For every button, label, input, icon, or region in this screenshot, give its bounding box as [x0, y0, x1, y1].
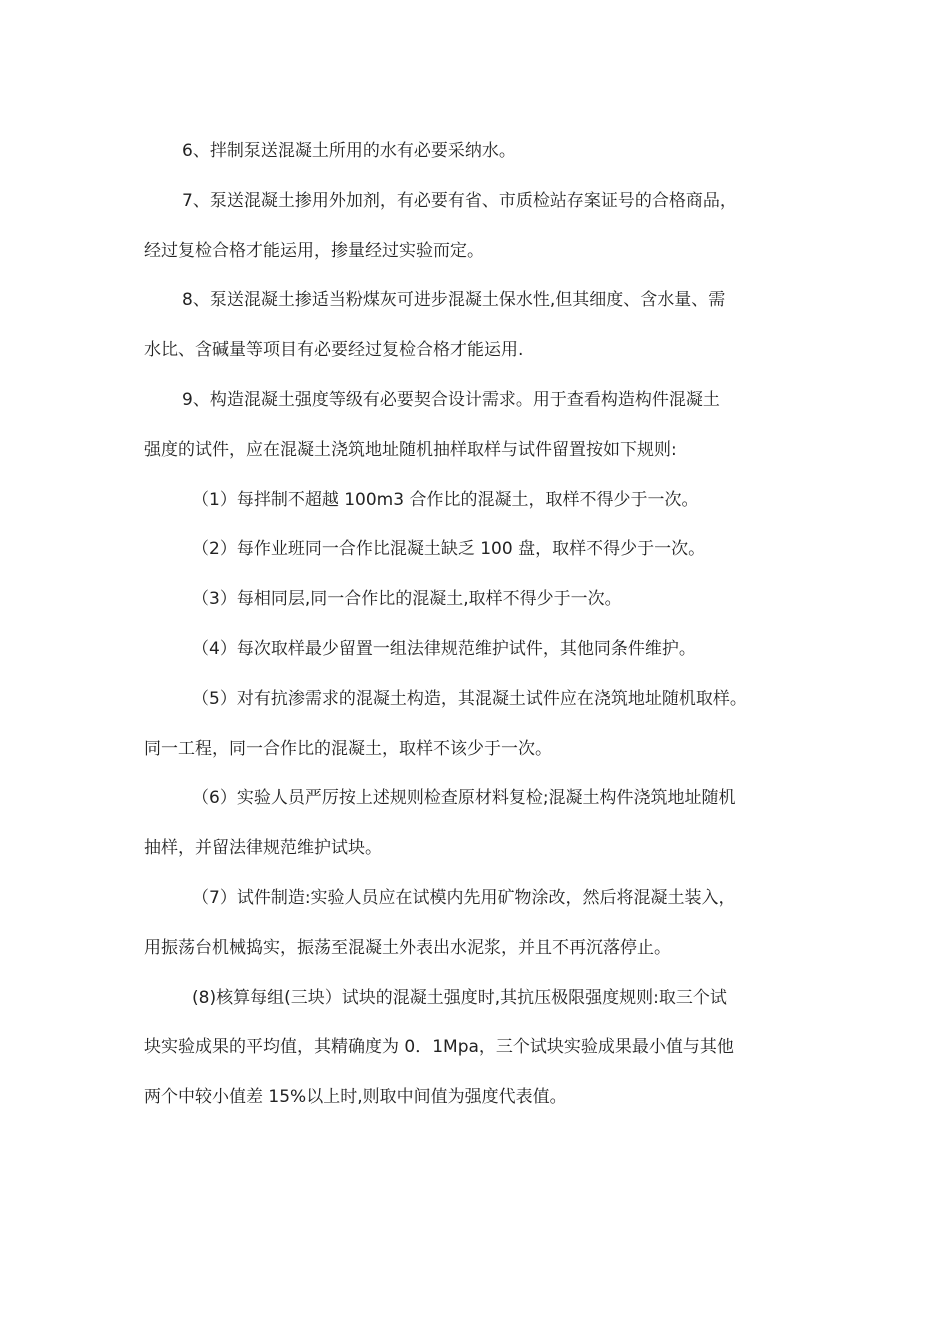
paragraph-line: 9、构造混凝土强度等级有必要契合设计需求。用于查看构造构件混凝土: [182, 389, 720, 410]
paragraph-line: 8、泵送混凝土掺适当粉煤灰可进步混凝土保水性,但其细度、含水量、需: [182, 290, 726, 311]
paragraph-line: 6、拌制泵送混凝土所用的水有必要采纳水。: [182, 141, 516, 161]
paragraph-line: 强度的试件，应在混凝土浇筑地址随机抽样取样与试件留置按如下规则:: [144, 439, 677, 460]
paragraph-line: 水比、含碱量等项目有必要经过复检合格才能运用.: [144, 340, 524, 361]
list-item: （4）每次取样最少留置一组法律规范维护试件，其他同条件维护。: [192, 638, 696, 659]
list-item: (8)核算每组(三块）试块的混凝土强度时,其抗压极限强度规则:取三个试: [192, 987, 727, 1008]
paragraph-line: 抽样，并留法律规范维护试块。: [144, 838, 382, 859]
paragraph-line: 同一工程，同一合作比的混凝土，取样不该少于一次。: [144, 738, 552, 759]
paragraph-line: 7、泵送混凝土掺用外加剂，有必要有省、市质检站存案证号的合格商品，: [182, 190, 737, 211]
list-item: （7）试件制造:实验人员应在试模内先用矿物涂改，然后将混凝土装入，: [192, 887, 736, 908]
paragraph-line: 经过复检合格才能运用，掺量经过实验而定。: [144, 240, 484, 261]
list-item: （1）每拌制不超越 100m3 合作比的混凝土，取样不得少于一次。: [192, 489, 699, 510]
paragraph-line: 用振荡台机械捣实，振荡至混凝土外表出水泥浆，并且不再沉落停止。: [144, 937, 671, 958]
paragraph-line: 块实验成果的平均值，其精确度为 0．1Mpa，三个试块实验成果最小值与其他: [144, 1037, 734, 1058]
list-item: （5）对有抗渗需求的混凝土构造，其混凝土试件应在浇筑地址随机取样。: [192, 688, 747, 709]
paragraph-line: 两个中较小值差 15%以上时,则取中间值为强度代表值。: [144, 1087, 567, 1108]
list-item: （3）每相同层,同一合作比的混凝土,取样不得少于一次。: [192, 589, 622, 610]
list-item: （6）实验人员严厉按上述规则检查原材料复检;混凝土构件浇筑地址随机: [192, 788, 736, 809]
list-item: （2）每作业班同一合作比混凝土缺乏 100 盘，取样不得少于一次。: [192, 539, 706, 560]
document-body: [144, 135, 812, 1131]
